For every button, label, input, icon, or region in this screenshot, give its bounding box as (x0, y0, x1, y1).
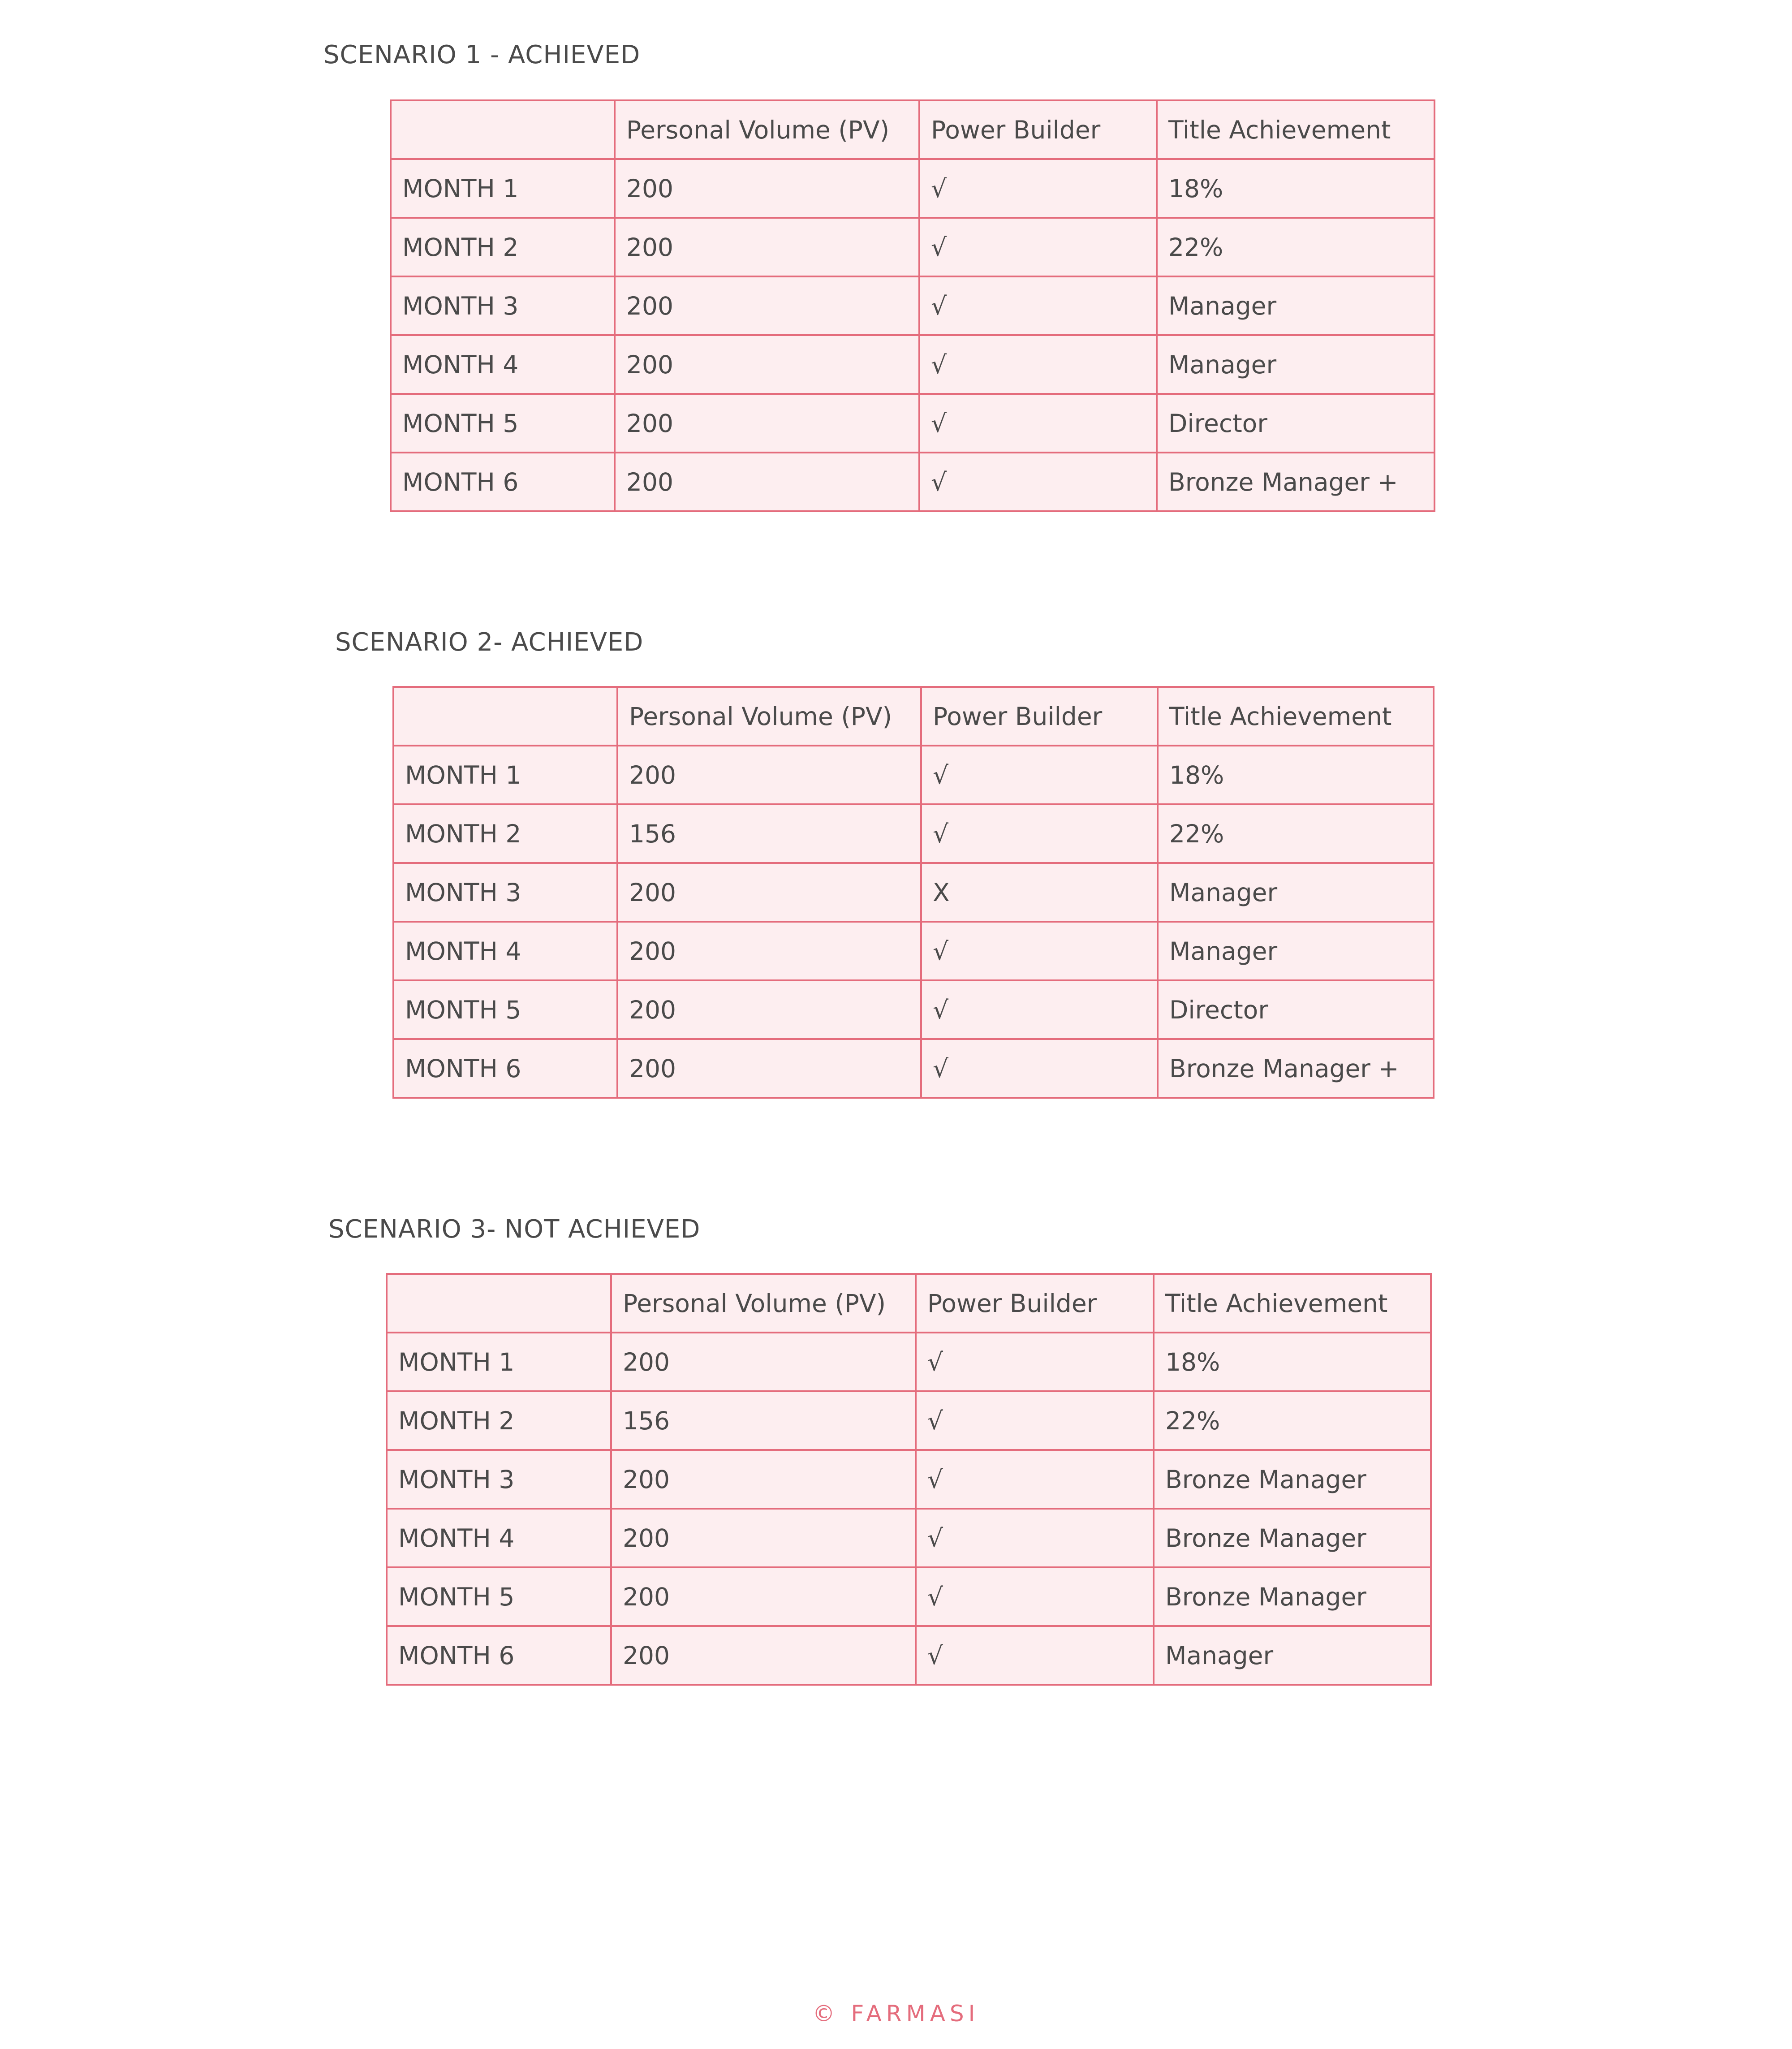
table-row (391, 218, 1434, 276)
table-row (393, 1039, 1434, 1098)
month-cell: MONTH 3 (393, 863, 617, 922)
personal-volume-cell: 200 (615, 159, 919, 218)
personal-volume-cell: 200 (615, 218, 919, 276)
personal-volume-cell: 200 (617, 980, 921, 1039)
title-achievement-cell: 18% (1154, 1333, 1431, 1391)
personal-volume-cell: 156 (617, 804, 921, 863)
header-title-achievement: Title Achievement (1157, 100, 1434, 159)
table-row (387, 1626, 1431, 1685)
header-title-achievement: Title Achievement (1158, 687, 1434, 746)
power-builder-cell: √ (921, 922, 1158, 980)
month-cell: MONTH 5 (387, 1567, 611, 1626)
month-cell: MONTH 1 (391, 159, 615, 218)
month-cell: MONTH 2 (387, 1391, 611, 1450)
power-builder-cell: √ (919, 276, 1157, 335)
power-builder-cell: √ (919, 335, 1157, 394)
header-personal-volume: Personal Volume (PV) (611, 1274, 916, 1333)
personal-volume-cell: 200 (611, 1450, 916, 1509)
scenario-2-table (392, 686, 1434, 1099)
personal-volume-cell: 200 (615, 453, 919, 511)
month-cell: MONTH 3 (387, 1450, 611, 1509)
title-achievement-cell: 18% (1158, 746, 1434, 804)
month-cell: MONTH 6 (391, 453, 615, 511)
power-builder-cell: √ (916, 1509, 1154, 1567)
title-achievement-cell: Manager (1157, 335, 1434, 394)
header-power-builder: Power Builder (919, 100, 1157, 159)
month-cell: MONTH 4 (393, 922, 617, 980)
title-achievement-cell: 22% (1154, 1391, 1431, 1450)
table-row (393, 804, 1434, 863)
header-blank-cell (393, 687, 617, 746)
title-achievement-cell: Bronze Manager (1154, 1509, 1431, 1567)
title-achievement-cell: 18% (1157, 159, 1434, 218)
power-builder-cell: √ (916, 1626, 1154, 1685)
table-row (393, 922, 1434, 980)
month-cell: MONTH 5 (393, 980, 617, 1039)
table-row (393, 863, 1434, 922)
title-achievement-cell: 22% (1157, 218, 1434, 276)
month-cell: MONTH 5 (391, 394, 615, 453)
title-achievement-cell: Bronze Manager (1154, 1450, 1431, 1509)
title-achievement-cell: 22% (1158, 804, 1434, 863)
power-builder-cell: √ (921, 1039, 1158, 1098)
personal-volume-cell: 200 (617, 922, 921, 980)
scenario-2-title: SCENARIO 2- ACHIEVED (335, 628, 644, 657)
table-row (387, 1567, 1431, 1626)
month-cell: MONTH 6 (393, 1039, 617, 1098)
title-achievement-cell: Bronze Manager (1154, 1567, 1431, 1626)
power-builder-cell: √ (919, 159, 1157, 218)
power-builder-cell: X (921, 863, 1158, 922)
table-row (391, 453, 1434, 511)
table-row (387, 1450, 1431, 1509)
personal-volume-cell: 200 (611, 1509, 916, 1567)
table-row (387, 1509, 1431, 1567)
personal-volume-cell: 200 (617, 1039, 921, 1098)
title-achievement-cell: Manager (1158, 863, 1434, 922)
table-row (391, 394, 1434, 453)
month-cell: MONTH 1 (393, 746, 617, 804)
scenario-1-table (390, 99, 1435, 512)
table-header-row (391, 100, 1434, 159)
header-blank-cell (391, 100, 615, 159)
power-builder-cell: √ (921, 980, 1158, 1039)
title-achievement-cell: Director (1158, 980, 1434, 1039)
personal-volume-cell: 200 (617, 746, 921, 804)
table-row (391, 159, 1434, 218)
table-row (387, 1333, 1431, 1391)
table-header-row (387, 1274, 1431, 1333)
header-power-builder: Power Builder (921, 687, 1158, 746)
power-builder-cell: √ (921, 746, 1158, 804)
title-achievement-cell: Bronze Manager + (1158, 1039, 1434, 1098)
month-cell: MONTH 4 (387, 1509, 611, 1567)
header-power-builder: Power Builder (916, 1274, 1154, 1333)
title-achievement-cell: Manager (1157, 276, 1434, 335)
month-cell: MONTH 1 (387, 1333, 611, 1391)
power-builder-cell: √ (916, 1333, 1154, 1391)
table-row (393, 746, 1434, 804)
title-achievement-cell: Director (1157, 394, 1434, 453)
month-cell: MONTH 3 (391, 276, 615, 335)
personal-volume-cell: 200 (611, 1626, 916, 1685)
personal-volume-cell: 200 (611, 1333, 916, 1391)
personal-volume-cell: 200 (611, 1567, 916, 1626)
scenario-3-title: SCENARIO 3- NOT ACHIEVED (328, 1215, 701, 1244)
title-achievement-cell: Bronze Manager + (1157, 453, 1434, 511)
power-builder-cell: √ (919, 394, 1157, 453)
personal-volume-cell: 200 (615, 335, 919, 394)
month-cell: MONTH 2 (391, 218, 615, 276)
table-row (391, 276, 1434, 335)
power-builder-cell: √ (919, 218, 1157, 276)
header-personal-volume: Personal Volume (PV) (615, 100, 919, 159)
power-builder-cell: √ (921, 804, 1158, 863)
power-builder-cell: √ (916, 1450, 1154, 1509)
power-builder-cell: √ (916, 1391, 1154, 1450)
power-builder-cell: √ (916, 1567, 1154, 1626)
personal-volume-cell: 200 (617, 863, 921, 922)
month-cell: MONTH 6 (387, 1626, 611, 1685)
table-row (387, 1391, 1431, 1450)
table-row (391, 335, 1434, 394)
title-achievement-cell: Manager (1158, 922, 1434, 980)
scenario-1-title: SCENARIO 1 - ACHIEVED (323, 40, 641, 69)
month-cell: MONTH 4 (391, 335, 615, 394)
personal-volume-cell: 200 (615, 394, 919, 453)
title-achievement-cell: Manager (1154, 1626, 1431, 1685)
table-row (393, 980, 1434, 1039)
header-blank-cell (387, 1274, 611, 1333)
scenario-3-table (386, 1273, 1432, 1686)
header-personal-volume: Personal Volume (PV) (617, 687, 921, 746)
power-builder-cell: √ (919, 453, 1157, 511)
footer-copyright: © FARMASI (812, 2001, 980, 2027)
table-header-row (393, 687, 1434, 746)
header-title-achievement: Title Achievement (1154, 1274, 1431, 1333)
month-cell: MONTH 2 (393, 804, 617, 863)
personal-volume-cell: 200 (615, 276, 919, 335)
personal-volume-cell: 156 (611, 1391, 916, 1450)
